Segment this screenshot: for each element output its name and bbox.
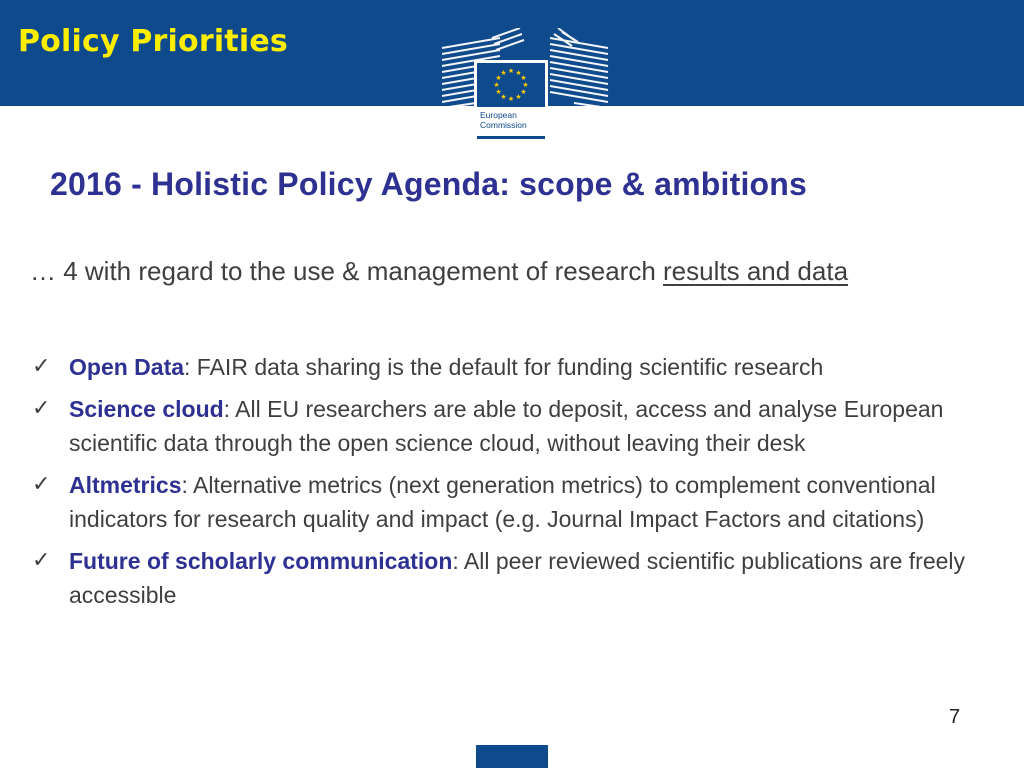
svg-text:★: ★ [493,81,500,89]
logo-line-2: Commission [480,120,527,130]
bullet-item [32,468,992,536]
subtitle-link[interactable]: results and data [663,256,849,286]
bullet-text: : All EU researchers are able to deposit, access and analyse European scientific data through the open science cloud, without leaving their desk [69,396,944,456]
bullet-term: Future of scholarly communication [69,548,453,574]
svg-text:★: ★ [500,69,507,77]
bullet-item [32,544,992,612]
svg-text:★: ★ [507,95,515,103]
svg-text:★: ★ [520,88,527,96]
bullet-text: : All peer reviewed scientific publications are freely accessible [69,548,966,608]
logo-line-1: European [480,110,517,120]
svg-text:★: ★ [507,67,515,75]
section-title: Policy Priorities [18,24,288,59]
svg-text:★: ★ [500,93,507,101]
svg-text:★: ★ [495,74,502,82]
bullet-term: Open Data [69,354,185,380]
subtitle-text: … 4 with regard to the use & management of research [30,256,664,286]
bullet-term: Altmetrics [69,472,182,498]
bullet-term: Science cloud [69,396,224,422]
bullet-item [32,392,992,460]
slide-subtitle [30,256,848,287]
checkmark-icon: ✓ [32,472,51,497]
svg-text:★: ★ [515,93,522,101]
bullet-text: : FAIR data sharing is the default for funding scientific research [184,354,824,380]
bullet-item [32,350,992,384]
bullet-list [32,350,992,620]
footer-flag-icon [476,745,548,768]
page-number: 7 [949,706,961,728]
svg-text:★: ★ [520,74,527,82]
svg-text:★: ★ [495,88,502,96]
checkmark-icon: ✓ [32,396,51,421]
slide-title: 2016 - Holistic Policy Agenda: scope & ambitions [50,166,808,202]
svg-text:★: ★ [515,69,522,77]
european-commission-logo [440,28,610,144]
svg-text:★: ★ [522,81,529,89]
bullet-text: : Alternative metrics (next generation metrics) to complement conventional indicators for research quality and impact (e.g. Journal Impact Factors and citations) [69,472,936,532]
checkmark-icon: ✓ [32,548,51,573]
ec-building-icon [440,28,610,144]
checkmark-icon: ✓ [32,354,51,379]
